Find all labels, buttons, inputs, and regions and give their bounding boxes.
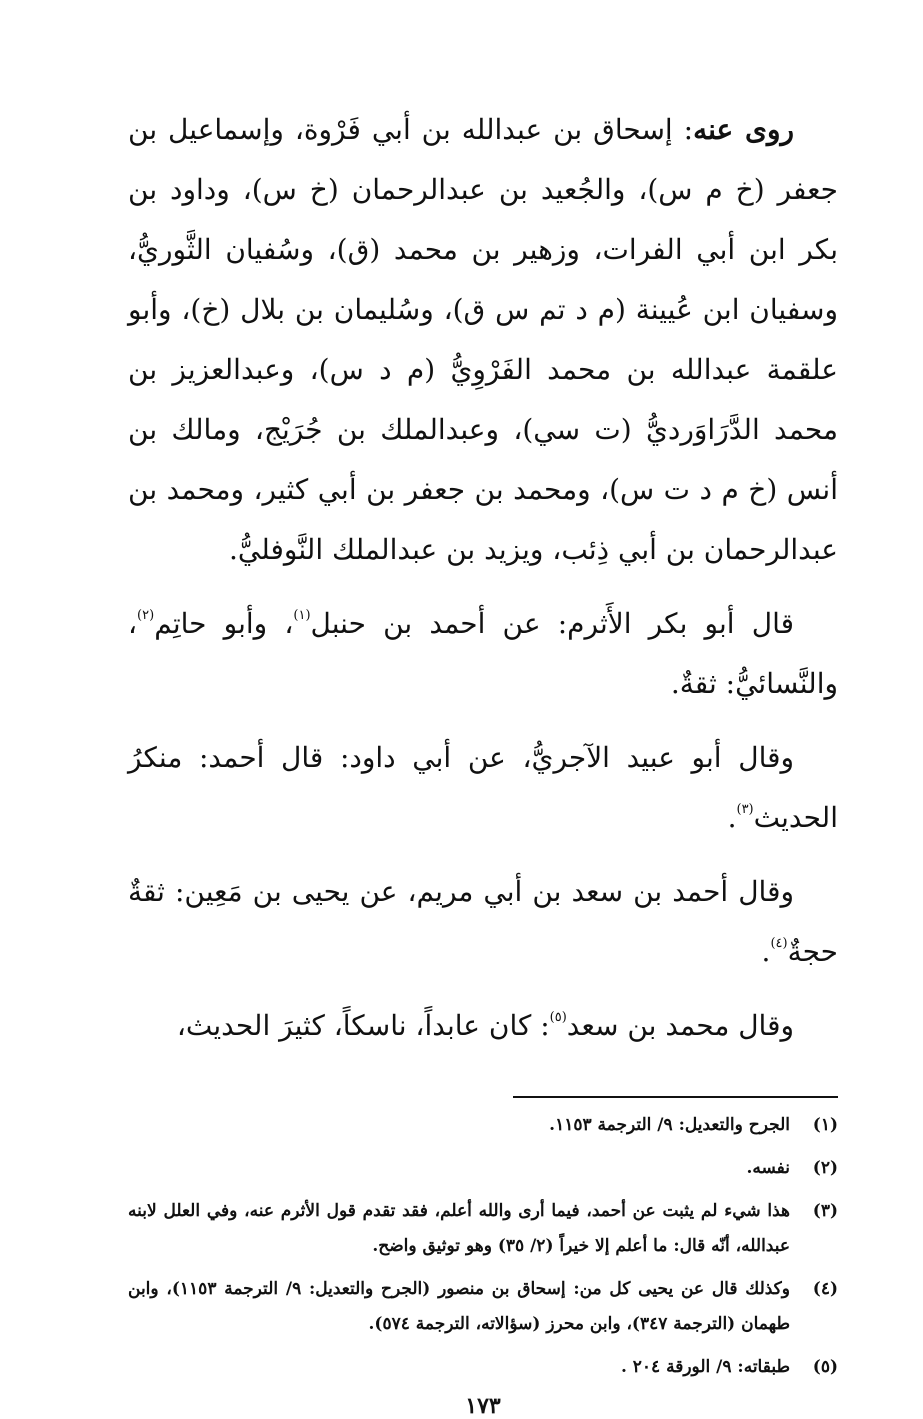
- footnote: [128, 1350, 838, 1385]
- paragraph-ajurri: [128, 728, 838, 848]
- footnote-text: الجرح والتعديل: ٩/ الترجمة ١١٥٣.: [549, 1115, 790, 1135]
- paragraph-label: روى عنه: [693, 113, 795, 146]
- footnote-number: (٤): [812, 1279, 838, 1299]
- paragraph-ibn-main: [128, 862, 838, 982]
- paragraph-athram: [128, 594, 838, 714]
- paragraph-text: وقال أبو عبيد الآجريُّ، عن أبي داود: قال أحمد: منكرُ الحديث: [128, 741, 838, 834]
- paragraph-text: ، وأبو حاتِم: [154, 607, 294, 640]
- footnote-number: (٢): [812, 1158, 838, 1178]
- paragraph-text: : إسحاق بن عبدالله بن أبي فَرْوة، وإسماعيل بن جعفر (خ م س)، والجُعيد بن عبدالرحمان (خ س)، وداود بن بكر ابن أبي الفرات، وزهير بن محمد (ق)، وسُفيان الثَّوريُّ، وسفيان ابن عُيينة (م د تم س ق)، وسُليمان بن بلال (خ)، وأبو علقمة عبدالله بن محمد الفَرْوِيُّ (م د س)، وعبدالعزيز بن محمد الدَّرَاوَرديُّ (ت سي)، وعبدالملك بن جُرَيْج، ومالك بن أنس (خ م د ت س)، ومحمد بن جعفر بن أبي كثير، ومحمد بن عبدالرحمان بن أبي ذِئب، ويزيد بن عبدالملك النَّوفليُّ.: [128, 113, 838, 566]
- footnote-ref: (٥): [549, 1010, 567, 1025]
- paragraph-narrators: [128, 100, 838, 580]
- footnote-ref: (٤): [770, 936, 788, 951]
- footnote-text: نفسه.: [746, 1158, 790, 1178]
- paragraph-text: وقال محمد بن سعد: [566, 1009, 794, 1042]
- paragraph-text: : كان عابداً، ناسكاً، كثيرَ الحديث،: [176, 1009, 550, 1042]
- paragraph-text: وقال أحمد بن سعد بن أبي مريم، عن يحيى بن مَعِين: ثقةٌ حجةٌ: [128, 875, 838, 968]
- footnote-text: طبقاته: ٩/ الورقة ٢٠٤ .: [620, 1357, 790, 1377]
- paragraph-text: قال أبو بكر الأَثرم: عن أحمد بن حنبل: [310, 607, 794, 640]
- footnote-ref: (٣): [736, 802, 754, 817]
- footnote-text: وكذلك قال عن يحيى كل من: إسحاق بن منصور (الجرح والتعديل: ٩/ الترجمة ١١٥٣)، وابن طهمان (الترجمة ٣٤٧)، وابن محرز (سؤالاته، الترجمة ٥٧٤).: [128, 1279, 790, 1334]
- footnote: [128, 1194, 838, 1264]
- footnote-number: (١): [812, 1115, 838, 1135]
- footnote-ref: (٢): [137, 608, 155, 623]
- footnote: [128, 1108, 838, 1143]
- paragraph-ibn-sad: [128, 996, 838, 1056]
- footnotes: [128, 1108, 838, 1385]
- footnote-ref: (١): [293, 608, 311, 623]
- main-text: [128, 100, 838, 1056]
- footnote: [128, 1272, 838, 1342]
- footnote-number: (٣): [812, 1201, 838, 1221]
- paragraph-text: .: [761, 935, 771, 968]
- footnote-text: هذا شيء لم يثبت عن أحمد، فيما أرى والله أعلم، فقد تقدم قول الأثرم عنه، وفي العلل لابنه عبدالله، أنّه قال: ما أعلم إلا خيراً (٢/ ٣٥) وهو توثيق واضح.: [128, 1201, 790, 1256]
- paragraph-text: ، والنَّسائيُّ: ثقةٌ.: [128, 607, 838, 700]
- page-number: ١٧٣: [465, 1393, 501, 1419]
- document-page: [128, 100, 838, 1419]
- footnote: [128, 1151, 838, 1186]
- footnote-number: (٥): [812, 1357, 838, 1377]
- paragraph-text: .: [727, 801, 737, 834]
- footnote-divider: [513, 1096, 838, 1098]
